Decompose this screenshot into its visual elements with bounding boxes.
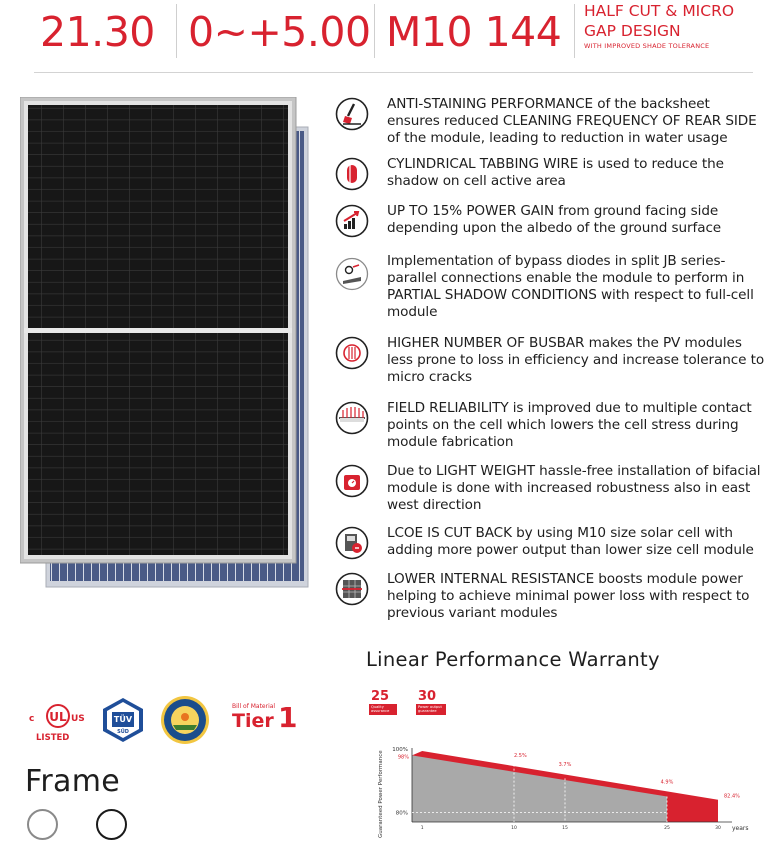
warranty-chart-svg bbox=[366, 738, 783, 858]
ul-us-text: US bbox=[71, 714, 85, 724]
warranty-badge-power bbox=[415, 690, 447, 720]
design-title-line1: HALF CUT & MICRO bbox=[584, 2, 735, 20]
efficiency-value: 21.30 bbox=[40, 8, 155, 56]
feature-text: Due to LIGHT WEIGHT hassle-free installation of bifacial module is done with increased robustness also in east west direction bbox=[387, 463, 761, 513]
energy-commission-seal bbox=[160, 695, 210, 745]
badge-years: 25 bbox=[371, 689, 390, 704]
partial-shadow-icon bbox=[335, 257, 369, 291]
power-gain-icon bbox=[335, 204, 369, 238]
header-rule bbox=[34, 72, 753, 73]
ul-listed-logo bbox=[28, 700, 90, 742]
frame-option-silver[interactable] bbox=[27, 809, 58, 840]
feature-text: LOWER INTERNAL RESISTANCE boosts module power helping to achieve minimal power loss with respect to previous variant modules bbox=[387, 571, 750, 621]
warranty-chart bbox=[366, 738, 783, 858]
data-point-label: 4.9% bbox=[660, 779, 674, 786]
feature-text: HIGHER NUMBER OF BUSBAR makes the PV modules less prone to loss in efficiency and increase tolerance to micro cracks bbox=[387, 335, 765, 385]
feature-text: ANTI-STAINING PERFORMANCE of the backsheet ensures reduced CLEANING FREQUENCY OF REAR SIDE of the module, leading to reduction in water usage bbox=[387, 96, 757, 146]
x-tick-label: 10 bbox=[511, 826, 517, 831]
data-point-label: 82.4% bbox=[724, 793, 740, 800]
header-divider bbox=[176, 4, 177, 58]
x-axis-label: years bbox=[732, 825, 749, 832]
tuv-text: TÜV bbox=[113, 715, 133, 724]
internal-resistance-icon bbox=[335, 572, 369, 606]
y-axis-label: Guaranteed Power Performance bbox=[378, 750, 384, 838]
weight-scale-icon bbox=[335, 464, 369, 498]
header-divider bbox=[574, 4, 575, 58]
design-title-line2: GAP DESIGN bbox=[584, 22, 681, 40]
tuv-sub-text: SÜD bbox=[117, 729, 129, 735]
spec-header bbox=[0, 0, 783, 75]
data-point-label: 3.7% bbox=[558, 761, 572, 768]
warranty-title: Linear Performance Warranty bbox=[366, 648, 660, 671]
busbar-icon bbox=[335, 336, 369, 370]
badge-years: 30 bbox=[418, 689, 437, 704]
contact-points-icon bbox=[335, 401, 369, 435]
feature-text: LCOE IS CUT BACK by using M10 size solar cell with adding more power output than lower size cell module bbox=[387, 525, 754, 558]
y-tick-label: 80% bbox=[395, 810, 408, 817]
y-tick-label: 100% bbox=[392, 747, 408, 753]
badge-label: Quality assurance bbox=[371, 705, 390, 714]
ul-listed-text: LISTED bbox=[36, 733, 70, 742]
ul-mark-text: UL bbox=[49, 710, 67, 724]
header-divider bbox=[374, 4, 375, 58]
x-tick-label: 1 bbox=[420, 826, 424, 831]
data-point-label: 2.5% bbox=[514, 752, 527, 759]
bom-label: Bill of Material bbox=[232, 703, 276, 710]
warranty-badge-quality bbox=[368, 690, 398, 720]
feature-text: Implementation of bypass diodes in split JB series-parallel connections enable the module to perform in PARTIAL SHADOW CONDITIONS with respect to full-cell module bbox=[387, 253, 754, 320]
x-tick-label: 15 bbox=[562, 826, 568, 831]
solar-panel-graphic bbox=[20, 97, 320, 589]
ul-c-text: c bbox=[29, 714, 35, 724]
feature-text: FIELD RELIABILITY is improved due to multiple contact points on the cell which lowers the cell stress during module fabrication bbox=[387, 400, 752, 450]
tier1-badge bbox=[232, 703, 302, 737]
solar-panel-image bbox=[20, 97, 320, 589]
frame-option-black[interactable] bbox=[96, 809, 127, 840]
tuv-sud-logo bbox=[100, 697, 146, 743]
data-point-label: 98% bbox=[397, 754, 409, 761]
badge-label: Power output guarantee bbox=[418, 705, 442, 714]
tolerance-value: 0~+5.00 bbox=[188, 8, 371, 56]
tier-word: Tier bbox=[232, 710, 274, 732]
brush-cleaning-icon bbox=[335, 97, 369, 131]
cylindrical-wire-icon bbox=[335, 157, 369, 191]
frame-title: Frame bbox=[25, 764, 120, 799]
feature-text: UP TO 15% POWER GAIN from ground facing side depending upon the albedo of the ground surface bbox=[387, 203, 722, 236]
cell-type-value: M10 144 bbox=[386, 8, 562, 56]
feature-text: CYLINDRICAL TABBING WIRE is used to reduce the shadow on cell active area bbox=[387, 156, 724, 189]
x-tick-label: 25 bbox=[664, 826, 670, 831]
design-subtitle: WITH IMPROVED SHADE TOLERANCE bbox=[584, 42, 710, 50]
tier-number: 1 bbox=[278, 701, 298, 734]
x-tick-label: 30 bbox=[715, 826, 721, 831]
lcoe-icon bbox=[335, 526, 369, 560]
